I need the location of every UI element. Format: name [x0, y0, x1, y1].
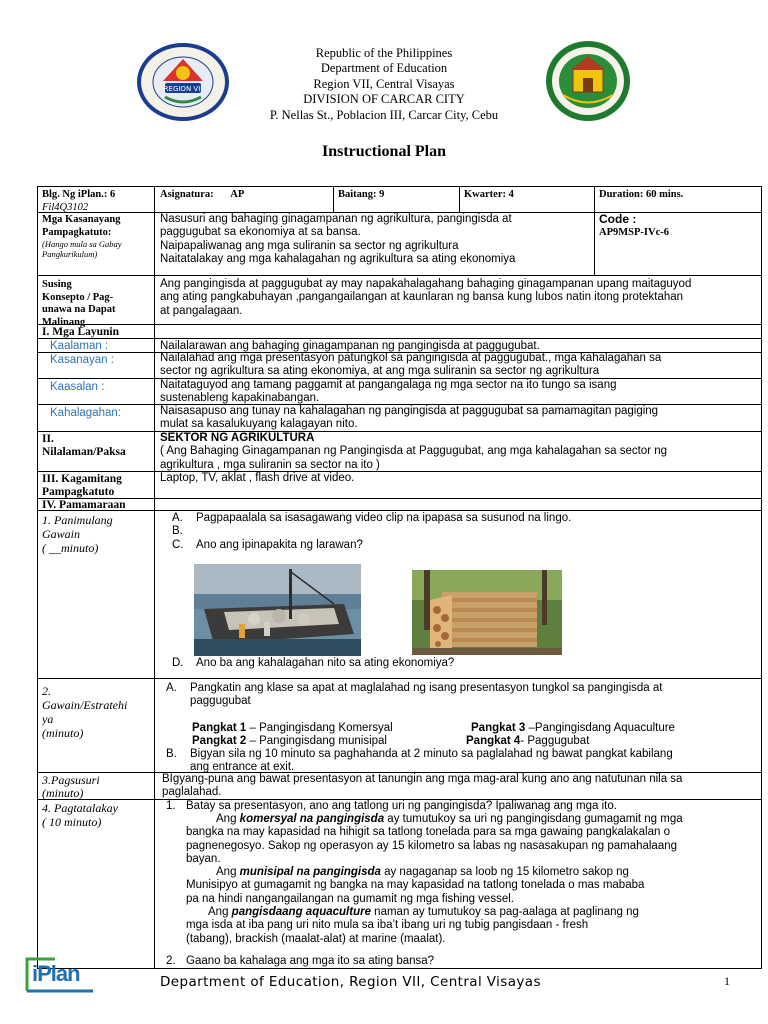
nilalaman-label-line: II. [42, 433, 54, 445]
pagtatalakay-paragraph-3 [186, 906, 758, 946]
pangkat-desc: –Pangingisdang Aquaculture [525, 722, 675, 734]
panimula-items [172, 512, 752, 552]
panimula-item: Ano ba ang kahalagahan nito sa ating ekonomiya? [196, 657, 455, 669]
pagsusuri-label-line: 3.Pagsusuri [42, 774, 100, 787]
nilalaman-line: agrikultura , mga suliranin sa sector na ito ) [160, 458, 380, 471]
item-marker: D. [172, 657, 184, 669]
item-marker: B. [166, 748, 177, 760]
gawain-label [42, 684, 154, 740]
kagamitan-content: Laptop, TV, aklat , flash drive at video. [160, 472, 355, 484]
term-munisipal: munisipal na pangingisda [239, 866, 381, 878]
item-marker: A. [166, 682, 177, 694]
fishing-boat-photo [194, 564, 361, 656]
para-text: naman ay tumutukoy sa pag-aalaga at paglinang ng [370, 906, 639, 918]
panimula-item-d [172, 657, 752, 670]
kasanayan-label-cell [42, 214, 154, 259]
code-value: AP9MSP-IVc-6 [599, 227, 669, 239]
pangkat-desc: - Paggugubat [520, 735, 590, 747]
document-title: Instructional Plan [321, 143, 446, 160]
kwarter: Kwarter: 4 [464, 189, 514, 200]
kasanayan-row-line: Nailalahad ang mga presentasyon patungkol sa pangingisda at paggugubat., mga kahalagahan sa [160, 352, 662, 364]
kagamitan-label [42, 473, 154, 498]
kasanayan-row-label: Kasanayan : [50, 354, 114, 366]
kaalaman-content: Nailalarawan ang bahaging ginagampanan ng pangingisda at paggugubat. [160, 340, 540, 352]
susing-content [160, 278, 760, 318]
asignatura-label: Asignatura: [160, 189, 214, 200]
para-line: pa na hindi nangangailangan na gumamit ng mga fishing vessel. [186, 892, 514, 905]
code-cell [599, 213, 759, 240]
para-line: Munisipyo at gumagamit ng bangka na may kapasidad na tatlong tonelada o mas mababa [186, 879, 645, 892]
pagtatalakay-label-line: ( 10 minuto) [42, 815, 102, 829]
kasanayan-line: Nasusuri ang bahaging ginagampanan ng agrikultura, pangingisda at [160, 213, 512, 225]
stacked-lumber-photo [412, 570, 562, 655]
para-text: ay tumutukoy sa uri ng pangingisdang gumagamit ng mga [384, 813, 683, 825]
kasanayan-label: Mga Kasanayang Pampagkatuto: [42, 214, 121, 238]
pangkat-1 [192, 722, 472, 735]
item-marker: 2. [166, 955, 176, 967]
kasanayan-row-line: sector ng agrikultura sa ating ekonomiya, at ang mga suliranin sa sector ng agrikultura [160, 365, 600, 378]
para-text: Ang [208, 906, 232, 918]
pangkat-title: Pangkat 2 [192, 735, 247, 747]
gawain-b [166, 748, 758, 775]
kaasalan-content [160, 379, 760, 406]
baitang: Baitang: 9 [338, 189, 385, 200]
panimula-label-line: ( __minuto) [42, 541, 99, 555]
kaasalan-label: Kaasalan : [50, 381, 105, 393]
pamamaraan-label: IV. Pamamaraan [42, 499, 126, 511]
iplan-logo [25, 953, 95, 993]
term-aquaculture: pangisdaang aquaculture [231, 906, 371, 918]
pagtatalakay-label [42, 801, 154, 829]
para-line: mga isda at iba pang uri nito mula sa iba’t ibang uri ng tubig pangisdaan - fresh [186, 919, 589, 932]
susing-label-line: Malinang [42, 316, 86, 328]
kahalagahan-content [160, 405, 760, 432]
letterhead [0, 46, 768, 123]
nilalaman-content [160, 432, 760, 472]
susing-line: at pangalagaan. [160, 304, 243, 317]
kasanayan-line: Naipapaliwanag ang mga suliranin sa sector ng agrikultura [160, 239, 459, 252]
susing-label-line: unawa na Dapat [42, 304, 116, 315]
pangkat-title: Pangkat 3 [471, 722, 526, 734]
susing-line: ang ating pangkabuhayan ,pangangailangan at kaunlaran ng bansa kung lubos natin itong protektahan [160, 291, 684, 304]
item-marker: B. [172, 525, 183, 538]
gawain-label-line: ya [42, 712, 54, 726]
item-marker: 1. [166, 800, 176, 812]
para-line: (tabang), brackish (maalat-alat) at marine (maalat). [186, 932, 446, 945]
iplan-logo-text: iPlan [32, 961, 80, 986]
question-text: Gaano ba kahalaga ang mga ito sa ating bansa? [186, 955, 435, 967]
panimula-item: Ano ang ipinapakita ng larawan? [196, 538, 363, 551]
gawain-label-line: 2. [42, 684, 51, 698]
nilalaman-label-line: Nilalaman/Paksa [42, 445, 126, 458]
question-text: Batay sa presentasyon, ano ang tatlong uri ng pangingisda? Ipaliwanag ang mga ito. [186, 800, 617, 812]
gawain-b-line: ang entrance at exit. [190, 761, 295, 774]
kasanayan-line: Naitatalakay ang mga kahalagahan ng agrikultura sa ating ekonomiya [160, 253, 516, 266]
pagsusuri-content [162, 773, 760, 800]
panimula-label [42, 513, 154, 555]
pagtatalakay-q1 [166, 800, 760, 813]
susing-line: Ang pangingisda at paggugubat ay may napakahalagahang bahaging ginagampanan upang maitaguyod [160, 278, 692, 290]
kahalagahan-line: Naisasapuso ang tunay na kahalagahan ng pangingisda at paggugubat sa pamamagitan pagiging [160, 405, 659, 417]
para-line: bangka na may kapasidad na hihigit sa tatlong tonelada para sa mga gawaing pangkalakalan o [186, 826, 670, 839]
pagtatalakay-label-line: 4. Pagtatalakay [42, 801, 118, 815]
pangkat-title: Pangkat 4 [466, 735, 521, 747]
kagamitan-label-line: Pampagkatuto [42, 485, 115, 498]
panimula-label-line: 1. Panimulang [42, 513, 113, 527]
pagsusuri-label [42, 774, 154, 800]
svg-text:REGION VII: REGION VII [163, 85, 203, 93]
pagtatalakay-q2 [166, 955, 760, 968]
item-marker: C. [172, 538, 184, 551]
para-line: bayan. [186, 853, 221, 866]
pangkat-2 [192, 735, 472, 748]
pangkat-title: Pangkat 1 [192, 722, 247, 734]
asignatura [160, 189, 330, 202]
panimula-label-line: Gawain [42, 527, 81, 541]
susing-label-line: Konsepto / Pag- [42, 291, 114, 303]
para-text: ay nagaganap sa loob ng 15 kilometro sakop ng [380, 866, 629, 878]
pagtatalakay-paragraph-2 [186, 866, 758, 906]
kaasalan-line: Naitataguyod ang tamang paggamit at pangangalaga ng mga sector na ito tungo sa isang [160, 379, 617, 391]
susing-label-line: Susing [42, 279, 72, 290]
letterhead-line: P. Nellas St., Poblacion III, Carcar City, Cebu [269, 107, 499, 122]
pagsusuri-label-line: (minuto) [42, 786, 84, 800]
kaalaman-label: Kaalaman : [50, 340, 109, 352]
kasanayan-content [160, 213, 594, 267]
pangkat-4 [466, 735, 756, 748]
pagtatalakay-paragraph-1 [186, 813, 758, 867]
pangkat-desc: – Pangingisdang munisipal [246, 735, 387, 747]
iplan-number [42, 189, 154, 214]
pagsusuri-line: paglalahad. [162, 786, 222, 799]
kahalagahan-label: Kahalagahan: [50, 407, 121, 419]
nilalaman-label [42, 433, 154, 458]
duration: Duration: 60 mins. [599, 189, 684, 200]
para-text: Ang [216, 866, 240, 878]
kaasalan-line: sustenableng kapakinabangan. [160, 392, 320, 405]
susing-label [42, 279, 154, 329]
kasanayan-sub: (Hango mula sa Gabay Pangkurikulum) [42, 239, 122, 259]
letterhead-line: Department of Education [320, 61, 448, 76]
kasanayan-row-content [160, 352, 760, 379]
nilalaman-line: ( Ang Bahaging Ginagampanan ng Pangingisda at Paggugubat, ang mga kahalagahan sa sector ng [160, 445, 668, 458]
letterhead-line: Republic of the Philippines [315, 46, 453, 60]
letterhead-line: Region VII, Central Visayas [313, 76, 455, 91]
para-text: Ang [216, 813, 240, 825]
gawain-b-line: Bigyan sila ng 10 minuto sa paghahanda at 2 minuto sa paglalahad ng bawat pangkat kabilang [190, 748, 673, 760]
gawain-a-line: Pangkatin ang klase sa apat at maglalahad ng isang presentasyon tungkol sa pangingisda at [190, 682, 663, 694]
kahalagahan-line: mulat sa kasalukuyang kalagayan nito. [160, 418, 358, 431]
panimula-item: Pagpapaalala sa isasagawang video clip na ipapasa sa susunod na lingo. [196, 512, 572, 524]
item-marker: A. [172, 512, 183, 524]
gawain-a-line: paggugubat [190, 695, 251, 708]
pangkat-desc: – Pangingisdang Komersyal [246, 722, 393, 734]
layunin-label: I. Mga Layunin [42, 326, 120, 338]
footer-text: Department of Education, Region VII, Central Visayas [160, 974, 541, 990]
gawain-content [166, 682, 758, 709]
code-label: Code : [599, 213, 637, 226]
letterhead-line: DIVISION OF CARCAR CITY [303, 92, 465, 107]
gawain-label-line: (minuto) [42, 726, 84, 740]
asignatura-value: AP [230, 189, 245, 200]
pagsusuri-line: BIgyang-puna ang bawat presentasyon at tanungin ang mga mag-aral kung ano ang natutunan nila sa [162, 773, 683, 785]
gawain-label-line: Gawain/Estratehi [42, 698, 128, 712]
nilalaman-heading: SEKTOR NG AGRIKULTURA [160, 432, 315, 444]
pangkat-3 [471, 722, 759, 735]
term-komersyal: komersyal na pangingisda [239, 813, 385, 825]
kagamitan-label-line: III. Kagamitang [42, 473, 122, 485]
iplan-code: Fil4Q3102 [42, 201, 89, 213]
iplan-number-label: Blg. Ng iPlan.: 6 [42, 189, 116, 200]
page-number: 1 [724, 974, 730, 988]
kasanayan-line: paggugubat sa ekonomiya at sa bansa. [160, 226, 361, 239]
para-line: pagnenegosyo. Sakop ng operasyon ay 15 kilometro sa labas ng nasasakupan ng pamahalaang [186, 839, 678, 852]
